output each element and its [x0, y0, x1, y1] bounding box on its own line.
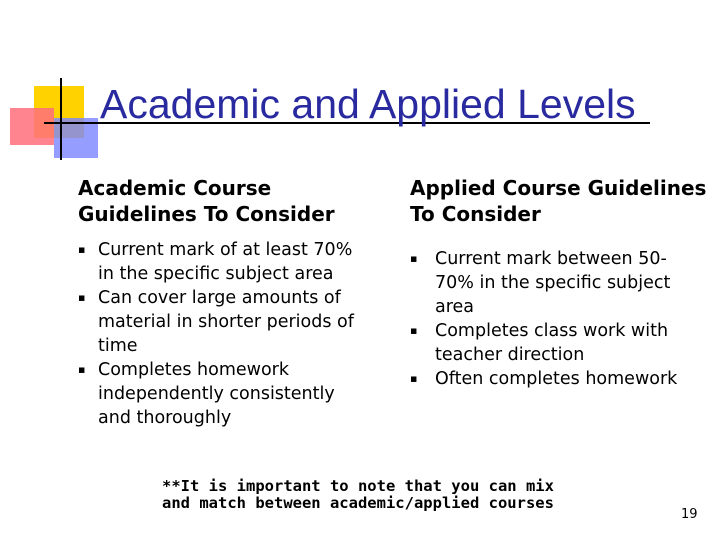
- bullet-icon: ▪: [78, 243, 86, 256]
- list-item-text: Completes class work with teacher direction: [435, 321, 669, 365]
- list-item-text: Current mark of at least 70% in the specific subject area: [98, 240, 353, 284]
- applied-guidelines-list: [410, 247, 690, 391]
- decor-red-square: [10, 108, 54, 145]
- applied-column-heading: Applied Course Guidelines To Consider: [410, 176, 707, 226]
- list-item-text: Often completes homework: [435, 369, 678, 389]
- list-item-text: Current mark between 50-70% in the specific subject area: [435, 249, 671, 317]
- academic-guidelines-list: [78, 238, 363, 430]
- bullet-icon: ▪: [78, 363, 86, 376]
- list-item: [78, 286, 363, 358]
- list-item: [410, 319, 690, 367]
- bullet-icon: ▪: [410, 372, 418, 385]
- bullet-icon: ▪: [410, 252, 418, 265]
- list-item: [78, 238, 363, 286]
- page-number: 19: [681, 507, 698, 522]
- slide-title: Academic and Applied Levels: [100, 81, 636, 127]
- mix-and-match-note: **It is important to note that you can mix and match between academic/applied courses: [162, 477, 554, 512]
- academic-column-heading: Academic Course Guidelines To Consider: [78, 176, 335, 226]
- list-item-text: Can cover large amounts of material in shorter periods of time: [98, 288, 354, 356]
- decor-vertical-line: [60, 78, 62, 160]
- list-item: [410, 367, 690, 391]
- bullet-icon: ▪: [78, 291, 86, 304]
- bullet-icon: ▪: [410, 324, 418, 337]
- list-item: [410, 247, 690, 319]
- list-item-text: Completes homework independently consistently and thoroughly: [98, 360, 335, 428]
- list-item: [78, 358, 363, 430]
